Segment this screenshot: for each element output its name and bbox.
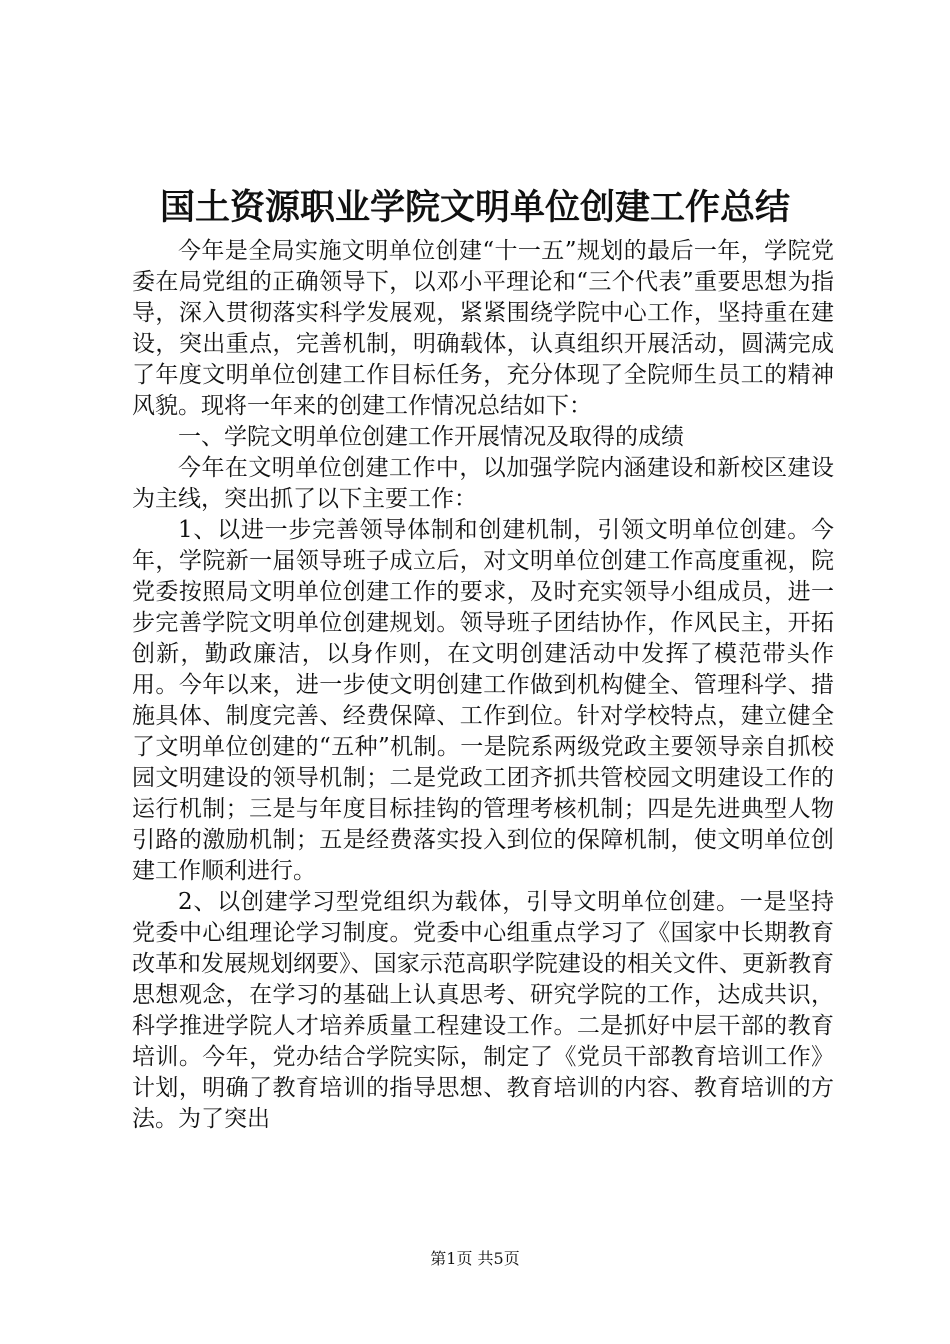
paragraph-main-line: 今年在文明单位创建工作中，以加强学院内涵建设和新校区建设为主线，突出抓了以下主要工作： [132, 455, 834, 512]
section-heading-1: 一、学院文明单位创建工作开展情况及取得的成绩 [178, 424, 684, 450]
paragraph-intro: 今年是全局实施文明单位创建“十一五”规划的最后一年，学院党委在局党组的正确领导下，以邓小平理论和“三个代表”重要思想为指导，深入贯彻落实科学发展观，紧紧围绕学院中心工作，坚持重在建设，突出重点，完善机制，明确载体，认真组织开展活动，圆满完成了年度文明单位创建工作目标任务，充分体现了全院师生员工的精神风貌。现将一年来的创建工作情况总结如下： [132, 238, 834, 419]
paragraph-item-1: 1、以进一步完善领导体制和创建机制，引领文明单位创建。今年，学院新一届领导班子成立后，对文明单位创建工作高度重视，院党委按照局文明单位创建工作的要求，及时充实领导小组成员，进一步完善学院文明单位创建规划。领导班子团结协作，作风民主，开拓创新，勤政廉洁，以身作则，在文明创建活动中发挥了模范带头作用。今年以来，进一步使文明创建工作做到机构健全、管理科学、措施具体、制度完善、经费保障、工作到位。针对学校特点，建立健全了文明单位创建的“五种”机制。一是院系两级党政主要领导亲自抓校园文明建设的领导机制；二是党政工团齐抓共管校园文明建设工作的运行机制；三是与年度目标挂钩的管理考核机制；四是先进典型人物引路的激励机制；五是经费落实投入到位的保障机制，使文明单位创建工作顺利进行。 [132, 517, 834, 884]
paragraph-item-2: 2、以创建学习型党组织为载体，引导文明单位创建。一是坚持党委中心组理论学习制度。党委中心组重点学习了《国家中长期教育改革和发展规划纲要》、国家示范高职学院建设的相关文件、更新教育思想观念，在学习的基础上认真思考、研究学院的工作，达成共识，科学推进学院人才培养质量工程建设工作。二是抓好中层干部的教育培训。今年，党办结合学院实际，制定了《党员干部教育培训工作》计划，明确了教育培训的指导思想、教育培训的内容、教育培训的方法。为了突出 [132, 889, 834, 1132]
document-body [132, 236, 834, 1135]
page-number-footer: 第1页 共5页 [430, 1249, 520, 1268]
document-title: 国土资源职业学院文明单位创建工作总结 [159, 187, 790, 228]
